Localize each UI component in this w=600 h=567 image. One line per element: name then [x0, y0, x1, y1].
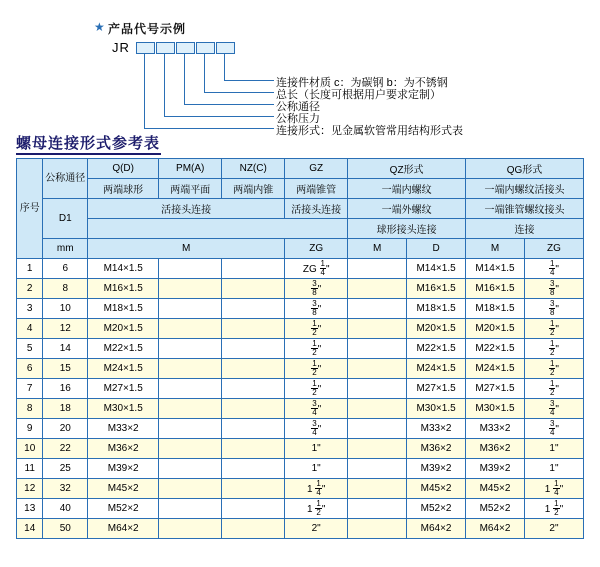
table-row	[17, 499, 584, 519]
header-type-code-3: GZ	[285, 159, 348, 179]
cell-dn: 20	[43, 419, 88, 439]
cell-qg-m: M22×1.5	[466, 339, 525, 359]
cell-nz	[222, 399, 285, 419]
cell-pm	[159, 279, 222, 299]
star-icon: ★	[94, 20, 105, 34]
legend-label-material: 连接件材质 c：为碳钢 b：为不锈钢	[276, 77, 448, 89]
header-type-code-5: QG形式	[466, 159, 584, 179]
table-row	[17, 419, 584, 439]
table-row	[17, 379, 584, 399]
cell-gz: $\frac{1}{2}$ "	[285, 379, 348, 399]
cell-q: M27×1.5	[88, 379, 159, 399]
cell-qz-m	[348, 279, 407, 299]
cell-qz-d: M18×1.5	[407, 299, 466, 319]
table-row	[17, 359, 584, 379]
cell-seq: 12	[17, 479, 43, 499]
header-qz-sub: 一端外螺纹	[348, 199, 466, 219]
cell-qz-m	[348, 359, 407, 379]
cell-pm	[159, 399, 222, 419]
header-type-code-2: NZ(C)	[222, 159, 285, 179]
header-unit-m: M	[88, 239, 285, 259]
code-box-3	[176, 42, 195, 54]
cell-qz-d: M27×1.5	[407, 379, 466, 399]
table-header-row-3	[17, 199, 584, 219]
cell-pm	[159, 339, 222, 359]
cell-q: M20×1.5	[88, 319, 159, 339]
table-row	[17, 299, 584, 319]
cell-dn: 14	[43, 339, 88, 359]
cell-qg-zg: 1 $\frac{1}{4}$ "	[524, 479, 583, 499]
legend-title: 产品代号示例	[108, 22, 187, 36]
table-row	[17, 399, 584, 419]
header-unit-qg-m: M	[466, 239, 525, 259]
code-box-2	[156, 42, 175, 54]
cell-gz: 1 $\frac{1}{2}$ "	[285, 499, 348, 519]
leader-line-2-h	[164, 116, 274, 117]
header-type-desc-1: 两端平面	[159, 179, 222, 199]
cell-dn: 16	[43, 379, 88, 399]
legend-label-nominal-pressure: 公称压力	[276, 113, 320, 125]
table-row	[17, 319, 584, 339]
header-unit-qz-d: D	[407, 239, 466, 259]
cell-nz	[222, 459, 285, 479]
table-body	[17, 259, 584, 539]
cell-gz: 1 $\frac{1}{4}$ "	[285, 479, 348, 499]
cell-pm	[159, 419, 222, 439]
header-d1: D1	[43, 199, 88, 239]
cell-qz-d: M22×1.5	[407, 339, 466, 359]
leader-line-1-h	[144, 128, 274, 129]
cell-dn: 12	[43, 319, 88, 339]
cell-dn: 10	[43, 299, 88, 319]
table-row	[17, 279, 584, 299]
cell-qz-m	[348, 499, 407, 519]
nut-connection-table	[16, 158, 584, 539]
header-unit-zg: ZG	[285, 239, 348, 259]
cell-qg-m: M33×2	[466, 419, 525, 439]
cell-qg-m: M36×2	[466, 439, 525, 459]
cell-qg-zg: $\frac{3}{4}$ "	[524, 399, 583, 419]
cell-qz-m	[348, 339, 407, 359]
header-blank-join	[88, 219, 348, 239]
cell-gz: ZG $\frac{1}{4}$ "	[285, 259, 348, 279]
cell-dn: 32	[43, 479, 88, 499]
header-unit-mm: mm	[43, 239, 88, 259]
cell-dn: 8	[43, 279, 88, 299]
cell-qz-d: M16×1.5	[407, 279, 466, 299]
cell-qg-zg: $\frac{3}{8}$ "	[524, 299, 583, 319]
cell-q: M64×2	[88, 519, 159, 539]
cell-qz-m	[348, 399, 407, 419]
cell-qz-d: M45×2	[407, 479, 466, 499]
leader-line-1-v	[144, 53, 145, 128]
cell-qz-m	[348, 439, 407, 459]
table-header-row-1	[17, 159, 584, 179]
header-qz-join: 球形接头连接	[348, 219, 466, 239]
cell-pm	[159, 519, 222, 539]
cell-q: M16×1.5	[88, 279, 159, 299]
cell-qg-zg: 2"	[524, 519, 583, 539]
table-row	[17, 459, 584, 479]
cell-seq: 10	[17, 439, 43, 459]
cell-qg-m: M64×2	[466, 519, 525, 539]
cell-qg-m: M16×1.5	[466, 279, 525, 299]
cell-qz-m	[348, 379, 407, 399]
cell-qg-m: M45×2	[466, 479, 525, 499]
table-row	[17, 339, 584, 359]
header-type-desc-5: 一端内螺纹活接头	[466, 179, 584, 199]
cell-qg-zg: 1"	[524, 439, 583, 459]
cell-qg-zg: $\frac{1}{2}$ "	[524, 339, 583, 359]
cell-seq: 14	[17, 519, 43, 539]
cell-qz-d: M30×1.5	[407, 399, 466, 419]
leader-line-3-v	[184, 53, 185, 104]
legend-label-connection-type: 连接形式：见金属软管常用结构形式表	[276, 125, 463, 137]
cell-seq: 4	[17, 319, 43, 339]
cell-q: M22×1.5	[88, 339, 159, 359]
cell-qg-m: M30×1.5	[466, 399, 525, 419]
cell-qz-d: M33×2	[407, 419, 466, 439]
cell-pm	[159, 499, 222, 519]
cell-qz-d: M64×2	[407, 519, 466, 539]
cell-pm	[159, 439, 222, 459]
cell-qg-zg: 1"	[524, 459, 583, 479]
cell-qz-m	[348, 459, 407, 479]
cell-seq: 2	[17, 279, 43, 299]
cell-q: M52×2	[88, 499, 159, 519]
cell-q: M14×1.5	[88, 259, 159, 279]
cell-nz	[222, 519, 285, 539]
cell-seq: 9	[17, 419, 43, 439]
cell-seq: 6	[17, 359, 43, 379]
header-unit-qg-zg: ZG	[524, 239, 583, 259]
cell-pm	[159, 299, 222, 319]
table-row	[17, 479, 584, 499]
cell-qz-m	[348, 519, 407, 539]
header-type-desc-0: 两端球形	[88, 179, 159, 199]
cell-qz-m	[348, 259, 407, 279]
cell-qg-m: M18×1.5	[466, 299, 525, 319]
cell-seq: 5	[17, 339, 43, 359]
leader-line-2-v	[164, 53, 165, 116]
header-seq-label: 序号	[19, 203, 40, 214]
cell-qz-m	[348, 479, 407, 499]
header-join-3: 活接头连接	[285, 199, 348, 219]
table-row	[17, 439, 584, 459]
cell-nz	[222, 319, 285, 339]
cell-gz: $\frac{3}{8}$ "	[285, 299, 348, 319]
cell-qg-zg: 1 $\frac{1}{2}$ "	[524, 499, 583, 519]
header-type-code-4: QZ形式	[348, 159, 466, 179]
cell-qg-m: M24×1.5	[466, 359, 525, 379]
cell-pm	[159, 319, 222, 339]
section-title-underline	[16, 153, 161, 155]
cell-qg-m: M52×2	[466, 499, 525, 519]
table-header-row-5	[17, 239, 584, 259]
cell-dn: 40	[43, 499, 88, 519]
header-type-code-1: PM(A)	[159, 159, 222, 179]
table-row	[17, 259, 584, 279]
cell-pm	[159, 259, 222, 279]
cell-dn: 6	[43, 259, 88, 279]
cell-q: M36×2	[88, 439, 159, 459]
cell-qz-m	[348, 419, 407, 439]
cell-pm	[159, 359, 222, 379]
cell-qg-m: M27×1.5	[466, 379, 525, 399]
table-row	[17, 519, 584, 539]
header-join-0: 活接头连接	[88, 199, 285, 219]
cell-nz	[222, 499, 285, 519]
cell-nz	[222, 339, 285, 359]
cell-dn: 50	[43, 519, 88, 539]
cell-gz: $\frac{1}{2}$ "	[285, 319, 348, 339]
cell-qg-zg: $\frac{1}{2}$ "	[524, 359, 583, 379]
cell-gz: 2"	[285, 519, 348, 539]
cell-seq: 7	[17, 379, 43, 399]
leader-line-4-v	[204, 53, 205, 92]
cell-qg-zg: $\frac{1}{2}$ "	[524, 379, 583, 399]
cell-qg-zg: $\frac{3}{8}$ "	[524, 279, 583, 299]
cell-gz: $\frac{3}{4}$ "	[285, 399, 348, 419]
cell-q: M30×1.5	[88, 399, 159, 419]
leader-line-5-v	[224, 53, 225, 80]
cell-qg-zg: $\frac{3}{4}$ "	[524, 419, 583, 439]
cell-q: M45×2	[88, 479, 159, 499]
cell-gz: 1"	[285, 439, 348, 459]
cell-nz	[222, 279, 285, 299]
cell-nz	[222, 379, 285, 399]
cell-nz	[222, 419, 285, 439]
product-code-legend	[0, 0, 600, 137]
cell-gz: $\frac{3}{4}$ "	[285, 419, 348, 439]
header-seq	[17, 159, 43, 259]
header-type-code-0: Q(D)	[88, 159, 159, 179]
leader-line-4-h	[204, 92, 274, 93]
header-qg-join: 连接	[466, 219, 584, 239]
header-type-desc-4: 一端内螺纹	[348, 179, 466, 199]
cell-qz-d: M20×1.5	[407, 319, 466, 339]
cell-qg-m: M39×2	[466, 459, 525, 479]
cell-pm	[159, 459, 222, 479]
cell-nz	[222, 359, 285, 379]
code-box-4	[196, 42, 215, 54]
cell-gz: $\frac{1}{2}$ "	[285, 359, 348, 379]
cell-dn: 22	[43, 439, 88, 459]
cell-qz-d: M39×2	[407, 459, 466, 479]
cell-qz-d: M52×2	[407, 499, 466, 519]
cell-gz: $\frac{1}{2}$ "	[285, 339, 348, 359]
cell-qg-zg: $\frac{1}{2}$ "	[524, 319, 583, 339]
cell-q: M33×2	[88, 419, 159, 439]
cell-pm	[159, 379, 222, 399]
cell-gz: 1"	[285, 459, 348, 479]
table-header-row-2	[17, 179, 584, 199]
table-header-row-4	[17, 219, 584, 239]
legend-label-nominal-diameter: 公称通径	[276, 101, 320, 113]
header-unit-qz-m: M	[348, 239, 407, 259]
cell-pm	[159, 479, 222, 499]
cell-seq: 13	[17, 499, 43, 519]
cell-gz: $\frac{3}{8}$ "	[285, 279, 348, 299]
cell-nz	[222, 439, 285, 459]
cell-seq: 11	[17, 459, 43, 479]
cell-q: M39×2	[88, 459, 159, 479]
cell-qg-m: M20×1.5	[466, 319, 525, 339]
cell-dn: 15	[43, 359, 88, 379]
cell-qz-d: M14×1.5	[407, 259, 466, 279]
cell-q: M24×1.5	[88, 359, 159, 379]
code-box-5	[216, 42, 235, 54]
cell-nz	[222, 259, 285, 279]
cell-qg-m: M14×1.5	[466, 259, 525, 279]
cell-seq: 1	[17, 259, 43, 279]
section-title: 螺母连接形式参考表	[16, 135, 161, 152]
header-dn: 公称通径	[43, 159, 88, 199]
cell-seq: 8	[17, 399, 43, 419]
legend-label-length: 总长（长度可根据用户要求定制）	[276, 89, 441, 101]
cell-nz	[222, 479, 285, 499]
cell-nz	[222, 299, 285, 319]
cell-qz-m	[348, 319, 407, 339]
cell-dn: 25	[43, 459, 88, 479]
code-prefix: JR	[112, 40, 130, 55]
cell-qg-zg: $\frac{1}{4}$ "	[524, 259, 583, 279]
cell-q: M18×1.5	[88, 299, 159, 319]
header-type-desc-3: 两端锥管	[285, 179, 348, 199]
header-qg-sub: 一端锥管螺纹接头	[466, 199, 584, 219]
header-type-desc-2: 两端内锥	[222, 179, 285, 199]
leader-line-5-h	[224, 80, 274, 81]
cell-qz-d: M36×2	[407, 439, 466, 459]
cell-qz-d: M24×1.5	[407, 359, 466, 379]
cell-qz-m	[348, 299, 407, 319]
cell-seq: 3	[17, 299, 43, 319]
code-box-1	[136, 42, 155, 54]
cell-dn: 18	[43, 399, 88, 419]
leader-line-3-h	[184, 104, 274, 105]
